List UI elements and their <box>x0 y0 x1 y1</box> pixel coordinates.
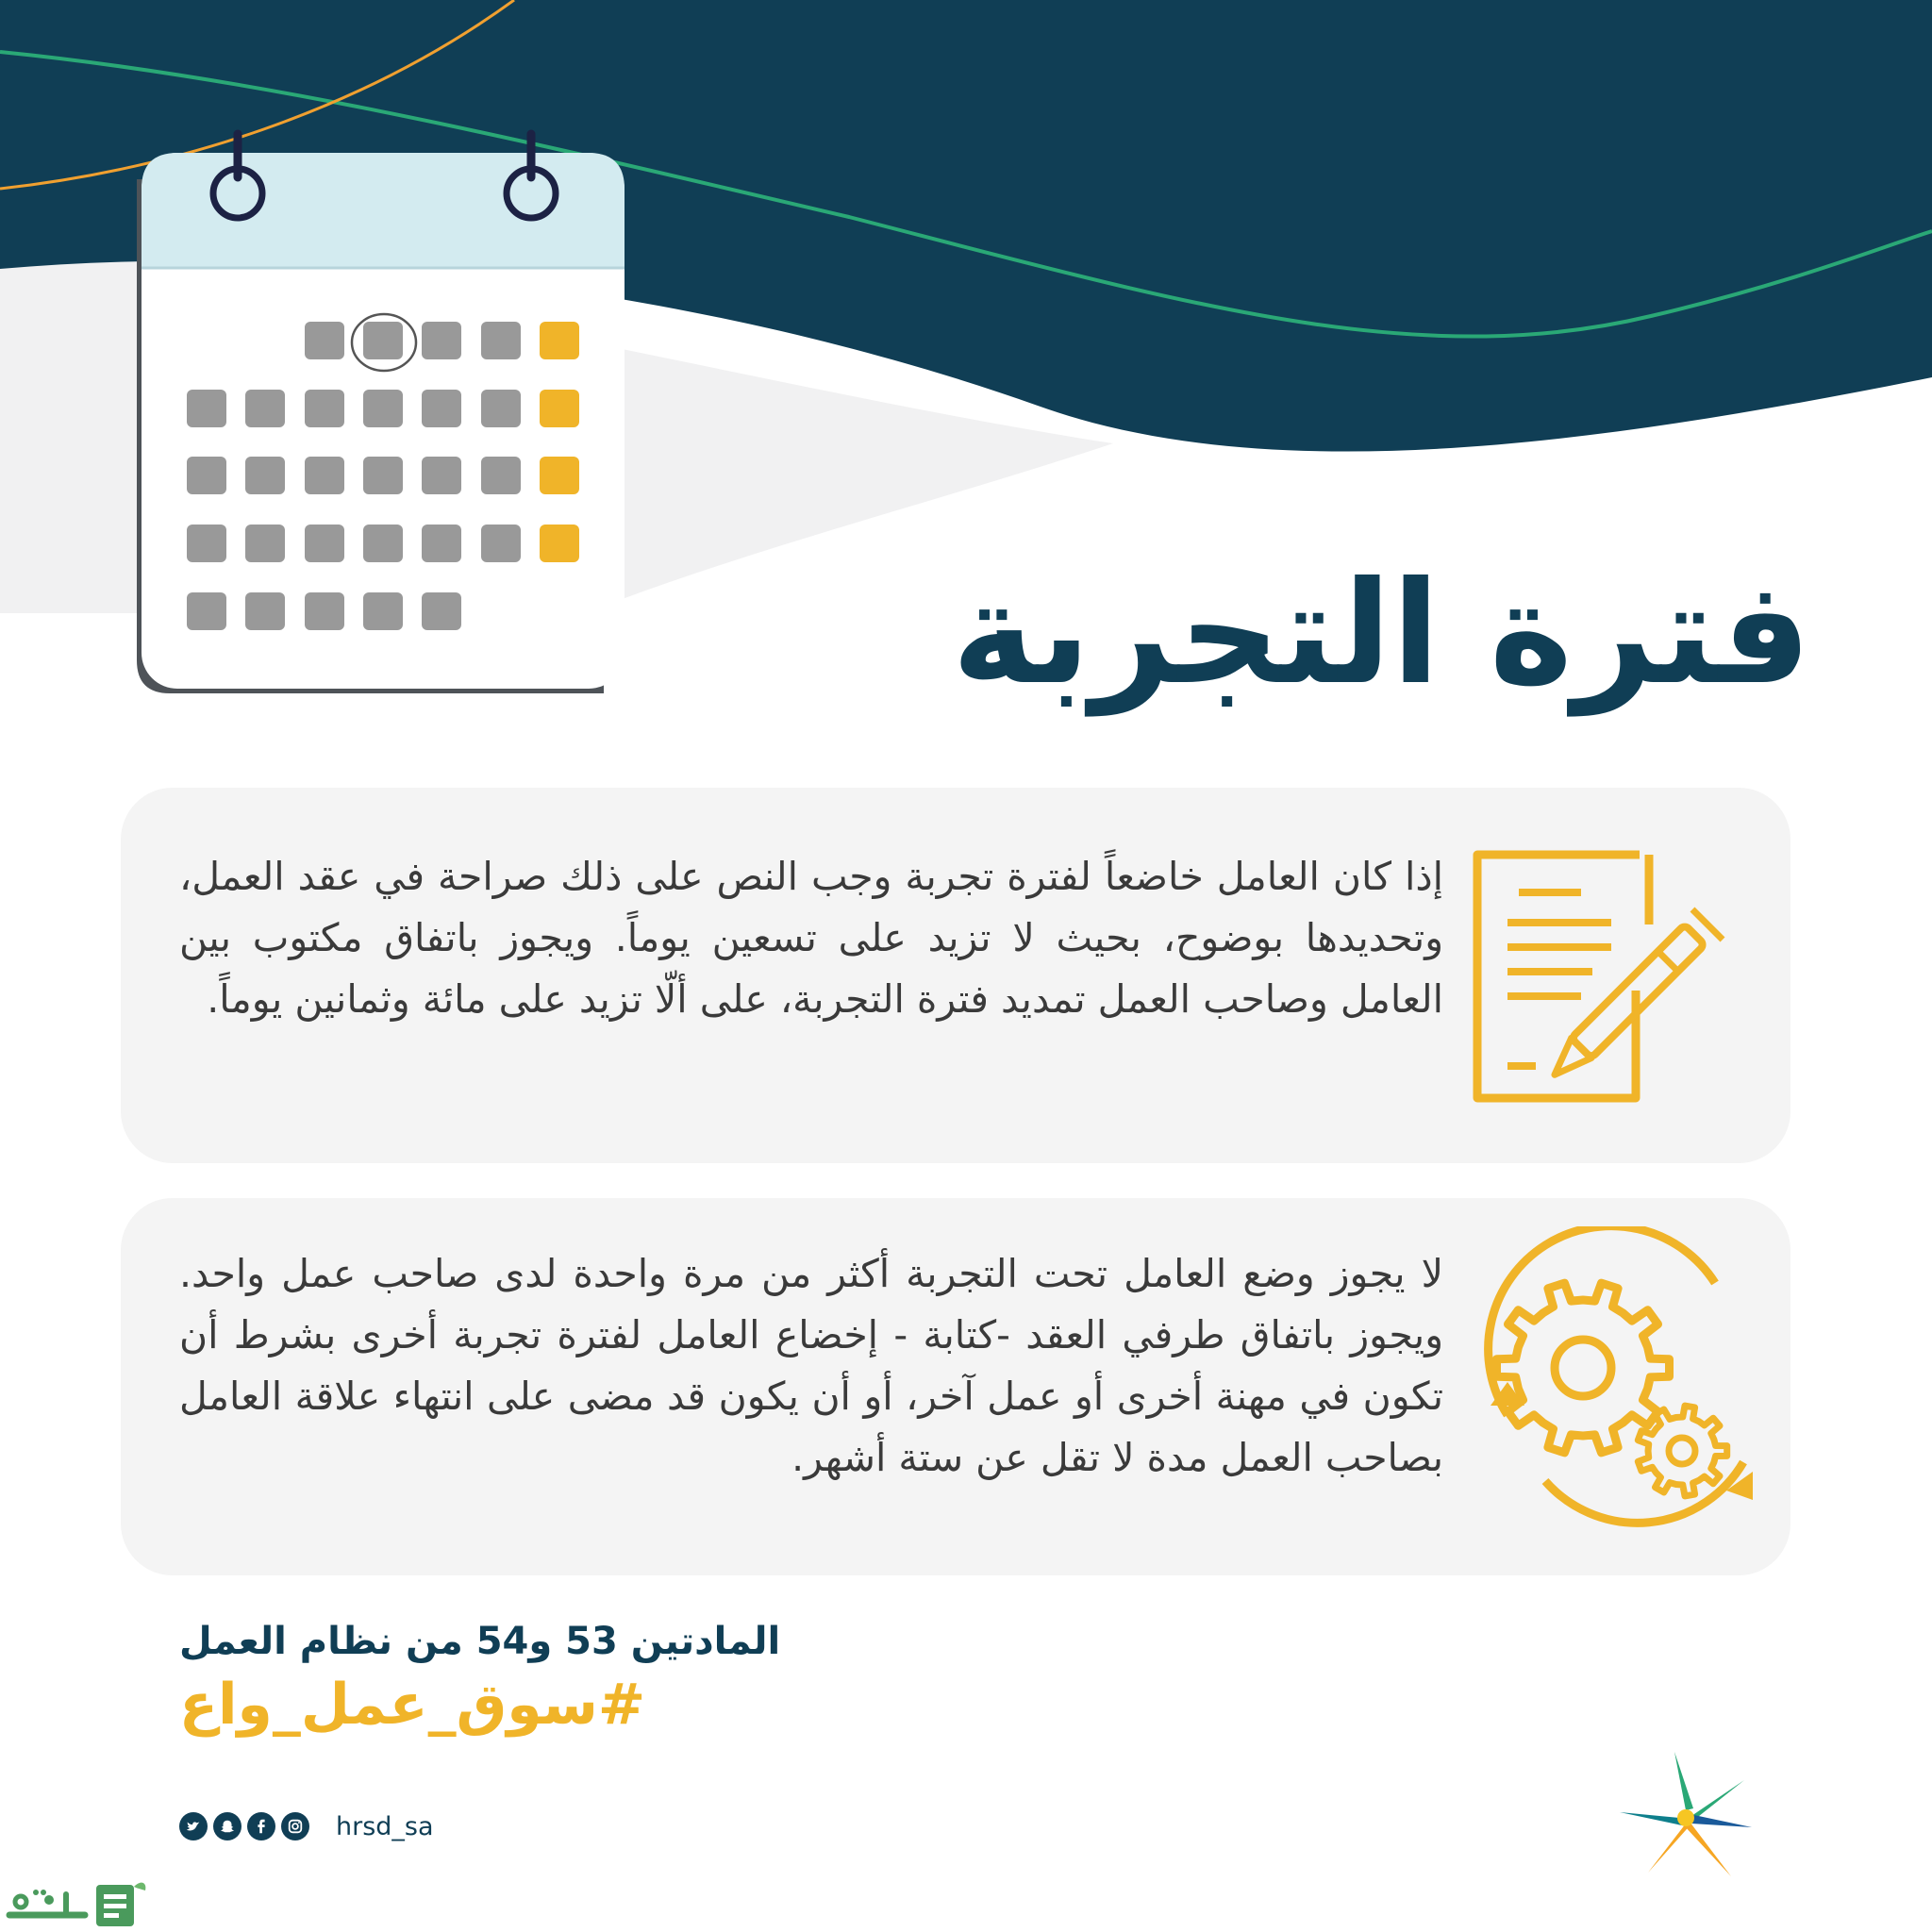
calendar-day <box>245 390 285 427</box>
calendar-day <box>363 592 403 630</box>
legal-source-text: المادتين 53 و54 من نظام العمل <box>179 1620 781 1663</box>
calendar-day <box>187 592 226 630</box>
calendar-day <box>305 592 344 630</box>
social-handle[interactable]: hrsd_sa <box>336 1811 434 1841</box>
calendar-day <box>363 457 403 494</box>
calendar-day <box>481 390 521 427</box>
calendar-day <box>305 457 344 494</box>
calendar-day <box>305 525 344 562</box>
calendar-day <box>481 525 521 562</box>
calendar-day <box>305 322 344 359</box>
calendar-day <box>363 390 403 427</box>
social-links <box>179 1809 434 1843</box>
calendar-day <box>187 457 226 494</box>
calendar-day <box>363 322 403 359</box>
calendar-day <box>245 592 285 630</box>
calendar-day <box>422 457 461 494</box>
instagram-icon[interactable] <box>281 1812 309 1840</box>
calendar-day <box>187 390 226 427</box>
info-card-repeat-trial <box>121 1198 1790 1575</box>
facebook-icon[interactable] <box>247 1812 275 1840</box>
info-card-trial-duration <box>121 788 1790 1163</box>
ministry-logo <box>1615 1747 1757 1889</box>
calendar-day <box>305 390 344 427</box>
calendar-day <box>187 525 226 562</box>
contract-pen-icon <box>1470 849 1753 1104</box>
page-title: فترة التجربة <box>951 552 1811 716</box>
calendar-day <box>422 322 461 359</box>
large-gear-icon <box>1497 1283 1670 1453</box>
calendar-day <box>363 525 403 562</box>
calendar-day <box>540 457 579 494</box>
gears-cycle-icon <box>1470 1226 1781 1528</box>
watermark-logo <box>0 1877 151 1932</box>
calendar-day <box>422 592 461 630</box>
card-text: إذا كان العامل خاضعاً لفترة تجربة وجب النص على ذلك صراحة في عقد العمل، وتحديدها بوضوح، بحيث لا تزيد على تسعين يوماً. ويجوز باتفاق مكتوب بين العامل وصاحب العمل تمديد فترة التجربة، على ألّا تزيد على مائة وثمانين يوماً. <box>179 854 1443 1022</box>
snapchat-icon[interactable] <box>213 1812 242 1840</box>
hashtag[interactable]: #سوق_عمل_واع <box>179 1672 646 1738</box>
calendar-day <box>245 457 285 494</box>
calendar-day <box>540 322 579 359</box>
calendar-day <box>422 390 461 427</box>
calendar-day <box>481 457 521 494</box>
calendar-day <box>422 525 461 562</box>
twitter-icon[interactable] <box>179 1812 208 1840</box>
calendar-day <box>540 390 579 427</box>
calendar-day <box>540 525 579 562</box>
calendar-day <box>481 322 521 359</box>
calendar-day <box>245 525 285 562</box>
card-text: لا يجوز وضع العامل تحت التجربة أكثر من مرة واحدة لدى صاحب عمل واحد. ويجوز باتفاق طرفي العقد -كتابة - إخضاع العامل لفترة تجربة أخرى بشرط أن تكون في مهنة أخرى أو عمل آخر، أو أن يكون قد مضى على انتهاء علاقة العامل بصاحب العمل مدة لا تقل عن ستة أشهر. <box>179 1251 1443 1480</box>
